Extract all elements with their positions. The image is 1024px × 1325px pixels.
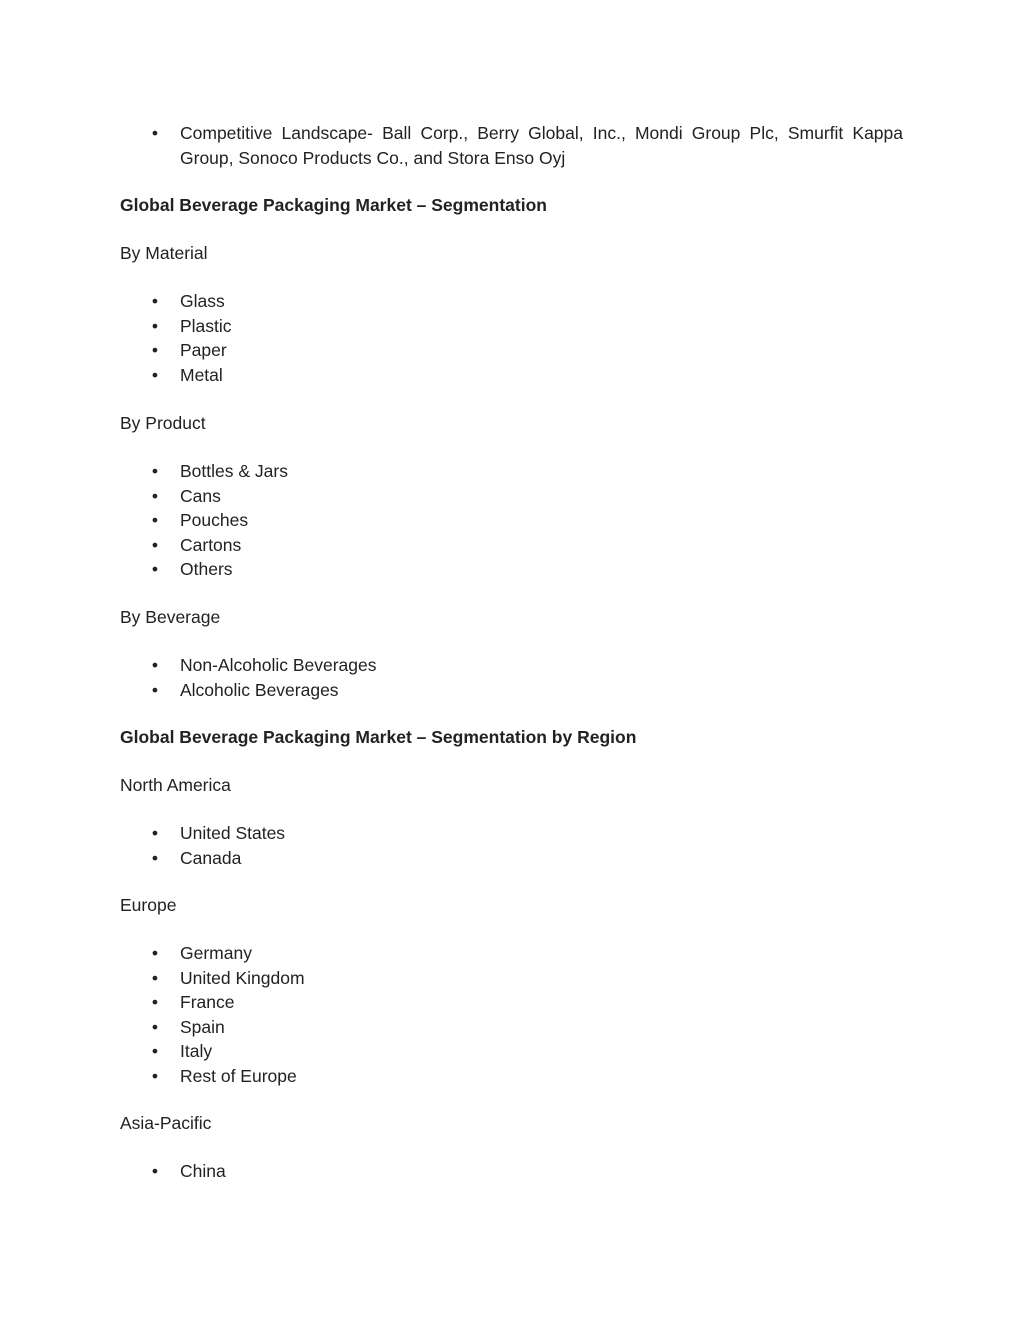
bullet-icon: • — [151, 123, 159, 143]
bullet-icon: • — [151, 1041, 159, 1061]
list-item-text: Cans — [180, 485, 221, 506]
bullet-icon: • — [151, 510, 159, 530]
bullet-icon: • — [151, 364, 159, 385]
by-material-label: By Material — [120, 243, 208, 263]
list-item-text: Canada — [180, 847, 242, 868]
list-item-text: France — [180, 992, 235, 1012]
bullet-icon: • — [151, 1065, 159, 1086]
bullet-icon: • — [151, 340, 159, 360]
bullet-icon: • — [151, 1016, 159, 1037]
bullet-icon: • — [151, 1161, 159, 1181]
list-item-text: Alcoholic Beverages — [180, 679, 339, 700]
list-item-text: United States — [180, 823, 286, 843]
bullet-icon: • — [151, 655, 159, 675]
segmentation-heading: Global Beverage Packaging Market – Segmentation — [120, 195, 547, 215]
list-item-text: Pouches — [180, 510, 249, 530]
bullet-icon: • — [151, 992, 159, 1012]
list-item-text: Rest of Europe — [180, 1065, 297, 1086]
list-item-text: United Kingdom — [180, 967, 305, 988]
bullet-icon: • — [151, 823, 159, 843]
bullet-icon: • — [151, 534, 159, 555]
europe-label: Europe — [120, 895, 177, 915]
list-item-text: Plastic — [180, 315, 232, 336]
by-beverage-label: By Beverage — [120, 607, 221, 627]
region-heading: Global Beverage Packaging Market – Segmentation by Region — [120, 727, 637, 747]
bullet-icon: • — [151, 485, 159, 506]
list-item-text: Non-Alcoholic Beverages — [180, 655, 377, 675]
bullet-icon: • — [151, 847, 159, 868]
list-item-text: Bottles & Jars — [180, 461, 288, 481]
bullet-icon: • — [151, 461, 159, 481]
list-item-text: Spain — [180, 1016, 225, 1037]
bullet-icon: • — [151, 291, 159, 311]
bullet-icon: • — [151, 679, 159, 700]
list-item-text: Cartons — [180, 534, 242, 555]
bullet-icon: • — [151, 967, 159, 988]
by-product-label: By Product — [120, 413, 206, 433]
list-item-text: Italy — [180, 1041, 213, 1061]
list-item-text: China — [180, 1161, 226, 1181]
bullet-icon: • — [151, 559, 159, 579]
list-item-text: Metal — [180, 364, 223, 385]
north-america-label: North America — [120, 775, 231, 795]
list-item-text: Glass — [180, 291, 225, 311]
bullet-icon: • — [151, 943, 159, 963]
bullet-icon: • — [151, 315, 159, 336]
list-item-text: Others — [180, 559, 233, 579]
competitive-landscape-text: Competitive Landscape- Ball Corp., Berry Global, Inc., Mondi Group Plc, Smurfit Kappa Group, Sonoco Products Co., and Stora Enso Oyj — [180, 123, 903, 168]
asia-pacific-label: Asia-Pacific — [120, 1113, 212, 1133]
list-item-text: Paper — [180, 340, 227, 360]
list-item-text: Germany — [180, 943, 252, 963]
